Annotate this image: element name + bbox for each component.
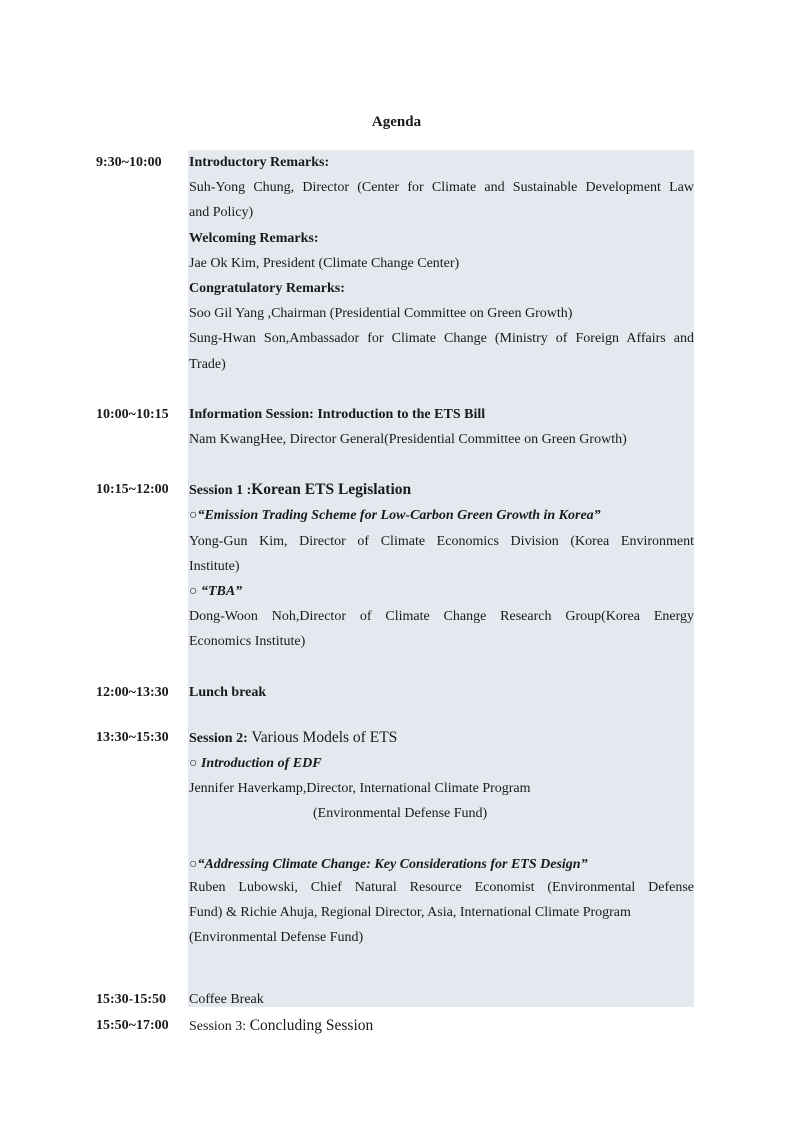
agenda-row-information-session — [96, 402, 694, 452]
speaker-line: Institute) — [189, 558, 240, 574]
section-heading: Information Session: Introduction to the ETS Bill — [189, 406, 486, 422]
agenda-row-session-3 — [96, 1013, 694, 1039]
speaker-line: Yong-Gun Kim, Director of Climate Economics Division (Korea Environment — [189, 533, 694, 549]
section-heading: Coffee Break — [189, 992, 264, 1008]
speaker-line: Soo Gil Yang ,Chairman (Presidential Committee on Green Growth) — [189, 306, 573, 322]
speaker-line: Jae Ok Kim, President (Climate Change Center) — [189, 255, 460, 271]
speaker-line: Sung-Hwan Son,Ambassador for Climate Change (Ministry of Foreign Affairs and — [189, 331, 694, 347]
speaker-line: Economics Institute) — [189, 634, 306, 650]
agenda-row-session-1 — [96, 477, 694, 654]
section-heading — [189, 477, 694, 503]
speaker-line: Dong-Woon Noh,Director of Climate Change Research Group(Korea Energy — [189, 609, 694, 625]
spacer — [96, 705, 694, 725]
time-slot: 9:30~10:00 — [96, 155, 162, 170]
session-title: Various Models of ETS — [247, 728, 398, 746]
speaker-line: Suh-Yong Chung, Director (Center for Climate and Sustainable Development Law — [189, 180, 694, 196]
section-heading — [189, 725, 694, 751]
speaker-line: and Policy) — [189, 205, 254, 221]
section-heading: Introductory Remarks: — [189, 155, 330, 170]
agenda-row-coffee-break — [96, 987, 694, 1012]
speaker-line: Nam KwangHee, Director General(Presidential Committee on Green Growth) — [189, 432, 627, 448]
spacer — [96, 655, 694, 680]
time-slot: 12:00~13:30 — [96, 684, 169, 700]
time-slot: 15:30-15:50 — [96, 992, 166, 1008]
speaker-line: Fund) & Richie Ahuja, Regional Director, Asia, International Climate Program — [189, 905, 631, 921]
talk-title: ○“Addressing Climate Change: Key Considerations for ETS Design” — [189, 856, 588, 872]
session-label: Session 2: — [189, 730, 248, 746]
time-slot: 15:50~17:00 — [96, 1017, 169, 1033]
speaker-line: Ruben Lubowski, Chief Natural Resource Economist (Environmental Defense — [189, 879, 694, 895]
speaker-line: (Environmental Defense Fund) — [313, 806, 488, 822]
section-heading: Congratulatory Remarks: — [189, 281, 345, 297]
spacer — [96, 452, 694, 477]
session-title: Korean ETS Legislation — [251, 481, 412, 499]
time-slot: 10:15~12:00 — [96, 482, 169, 498]
time-slot: 13:30~15:30 — [96, 729, 169, 745]
section-heading: Lunch break — [189, 684, 267, 700]
section-heading: Welcoming Remarks: — [189, 230, 319, 246]
session-label: Session 3: — [189, 1018, 250, 1034]
section-heading — [189, 1013, 694, 1039]
talk-title: ○“Emission Trading Scheme for Low-Carbon Green Growth in Korea” — [189, 508, 601, 524]
agenda-row-lunch — [96, 680, 694, 705]
spacer — [189, 831, 694, 852]
spacer — [96, 954, 694, 987]
agenda-row-opening — [96, 150, 694, 377]
speaker-line: (Environmental Defense Fund) — [189, 930, 364, 946]
speaker-line: Jennifer Haverkamp,Director, International Climate Program — [189, 781, 531, 797]
session-title: Concluding Session — [249, 1016, 374, 1034]
session-label: Session 1 : — [189, 483, 252, 499]
agenda-table — [96, 150, 694, 1039]
talk-title: ○ Introduction of EDF — [189, 756, 322, 772]
spacer — [96, 377, 694, 402]
agenda-row-session-2 — [96, 725, 694, 955]
talk-title: ○ “TBA” — [189, 584, 243, 600]
time-slot: 10:00~10:15 — [96, 406, 169, 422]
page-title: Agenda — [371, 114, 422, 130]
speaker-line: Trade) — [189, 356, 226, 372]
